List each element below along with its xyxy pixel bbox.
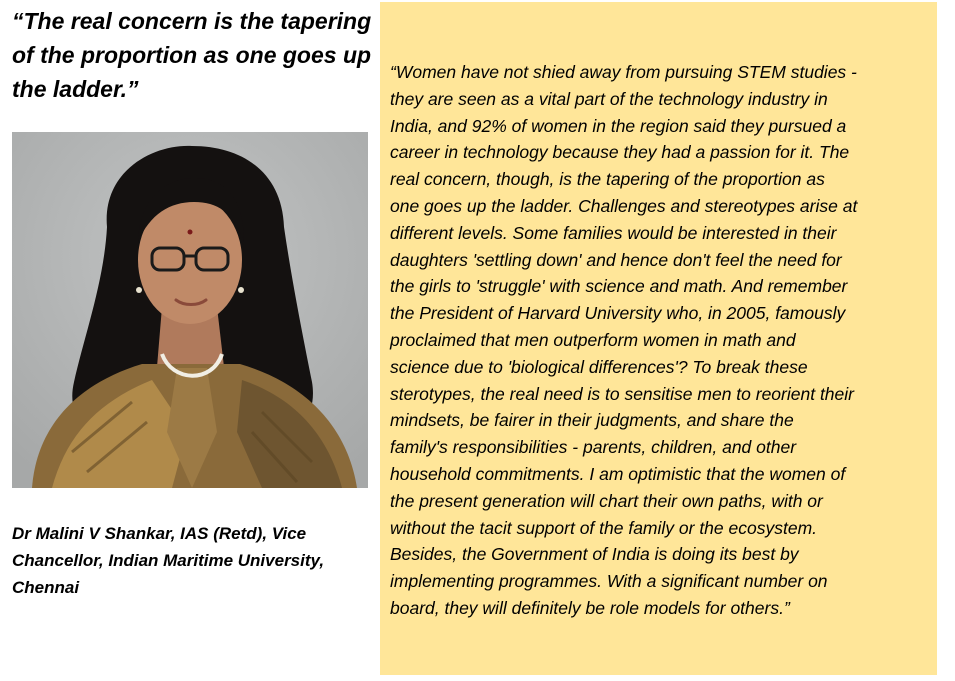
- quote-text: “Women have not shied away from pursuing STEM studies - they are seen as a vital part of the technology industry in India, and 92% of women in the region said they pursued a career in technology because they had a passion for it. The real concern, though, is the tapering of the proportion as one goes up the ladder. Challenges and stereotypes arise at different levels. Some families would be interested in their daughters 'settling down' and hence don't feel the need for the girls to 'struggle' with science and math. And remember the President of Harvard University who, in 2005, famously proclaimed that men outperform women in math and science due to 'biological differences'? To break these sterotypes, the real need is to sensitise men to reorient their mindsets, be fairer in their judgments, and share the family's responsibilities - parents, children, and other household commitments. I am optimistic that the women of the present generation will chart their own paths, with or without the tacit support of the family or the ecosystem. Besides, the Government of India is doing its best by implementing programmes. With a significant number on board, they will definitely be role models for others.”: [390, 62, 858, 618]
- portrait-illustration: [12, 132, 368, 488]
- quote-box: [380, 2, 937, 675]
- portrait-photo: [12, 132, 368, 488]
- headline-quote: “The real concern is the tapering of the proportion as one goes up the ladder.”: [12, 8, 372, 102]
- photo-caption: Dr Malini V Shankar, IAS (Retd), Vice Chancellor, Indian Maritime University, Chennai: [12, 524, 325, 597]
